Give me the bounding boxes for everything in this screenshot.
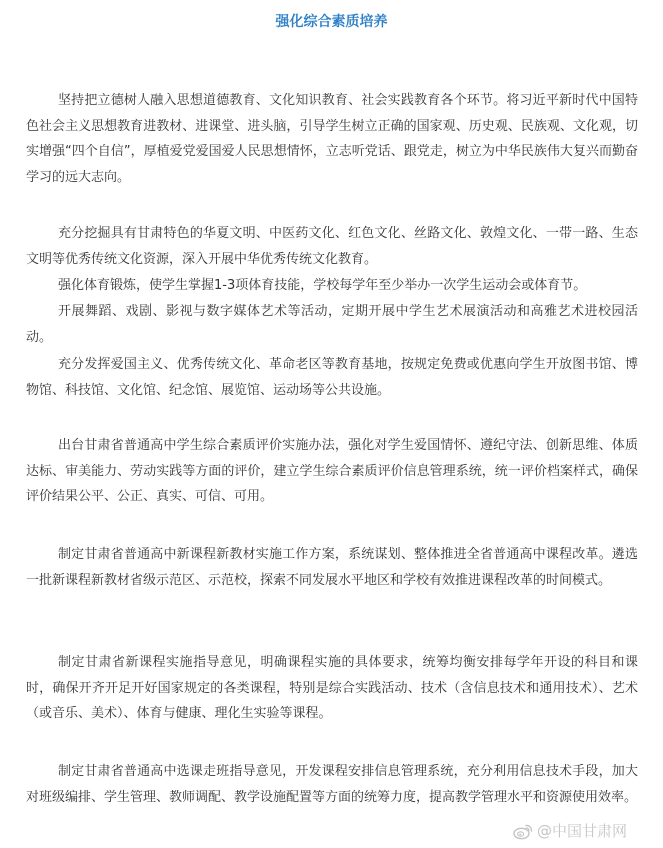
weibo-icon xyxy=(513,823,533,840)
watermark xyxy=(513,822,627,840)
paragraph-physical-education: 强化体育锻炼，使学生掌握1-3项体育技能，学校每学年至少举办一次学生运动会或体育节。 xyxy=(58,278,587,293)
paragraph-traditional-culture: 充分挖掘具有甘肃特色的华夏文明、中医药文化、红色文化、丝路文化、敦煌文化、一带一路、生态文明等优秀传统文化资源，深入开展中华优秀传统文化教育。 xyxy=(26,226,638,267)
paragraph-quality-evaluation: 出台甘肃省普通高中学生综合素质评价实施办法，强化对学生爱国情怀、遵纪守法、创新思维、体质达标、审美能力、劳动实践等方面的评价，建立学生综合素质评价信息管理系统，统一评价档案样式，确保评价结果公平、公正、真实、可信、可用。 xyxy=(26,438,638,504)
article-title: 强化综合素质培养 xyxy=(275,14,388,30)
paragraph-ideology: 坚持把立德树人融入思想道德教育、文化知识教育、社会实践教育各个环节。将习近平新时代中国特色社会主义思想教育进教材、进课堂、进头脑，引导学生树立正确的国家观、历史观、民族观、文化观，切实增强“四个自信”，厚植爱党爱国爱人民思想情怀，立志听党话、跟党走，树立为中华民族伟大复兴而勤奋学习的远大志向。 xyxy=(26,93,638,185)
watermark-text: @中国甘肃网 xyxy=(536,822,627,840)
paragraph-course-selection: 制定甘肃省普通高中选课走班指导意见，开发课程安排信息管理系统，充分利用信息技术手段，加大对班级编排、学生管理、教师调配、教学设施配置等方面的统筹力度，提高教学管理水平和资源使用效率。 xyxy=(26,764,638,805)
paragraph-public-facilities: 充分发挥爱国主义、优秀传统文化、革命老区等教育基地，按规定免费或优惠向学生开放图书馆、博物馆、科技馆、文化馆、纪念馆、展览馆、运动场等公共设施。 xyxy=(26,357,638,398)
paragraph-arts-activities: 开展舞蹈、戏剧、影视与数字媒体艺术等活动，定期开展中学生艺术展演活动和高雅艺术进校园活动。 xyxy=(26,304,638,345)
paragraph-curriculum-guidance: 制定甘肃省新课程实施指导意见，明确课程实施的具体要求，统筹均衡安排每学年开设的科目和课时，确保开齐开足开好国家规定的各类课程，特别是综合实践活动、技术（含信息技术和通用技术）、艺术（或音乐、美术）、体育与健康、理化生实验等课程。 xyxy=(26,655,638,721)
paragraph-curriculum-reform: 制定甘肃省普通高中新课程新教材实施工作方案，系统谋划、整体推进全省普通高中课程改革。遴选一批新课程新教材省级示范区、示范校，探索不同发展水平地区和学校有效推进课程改革的时间模式。 xyxy=(26,547,638,588)
